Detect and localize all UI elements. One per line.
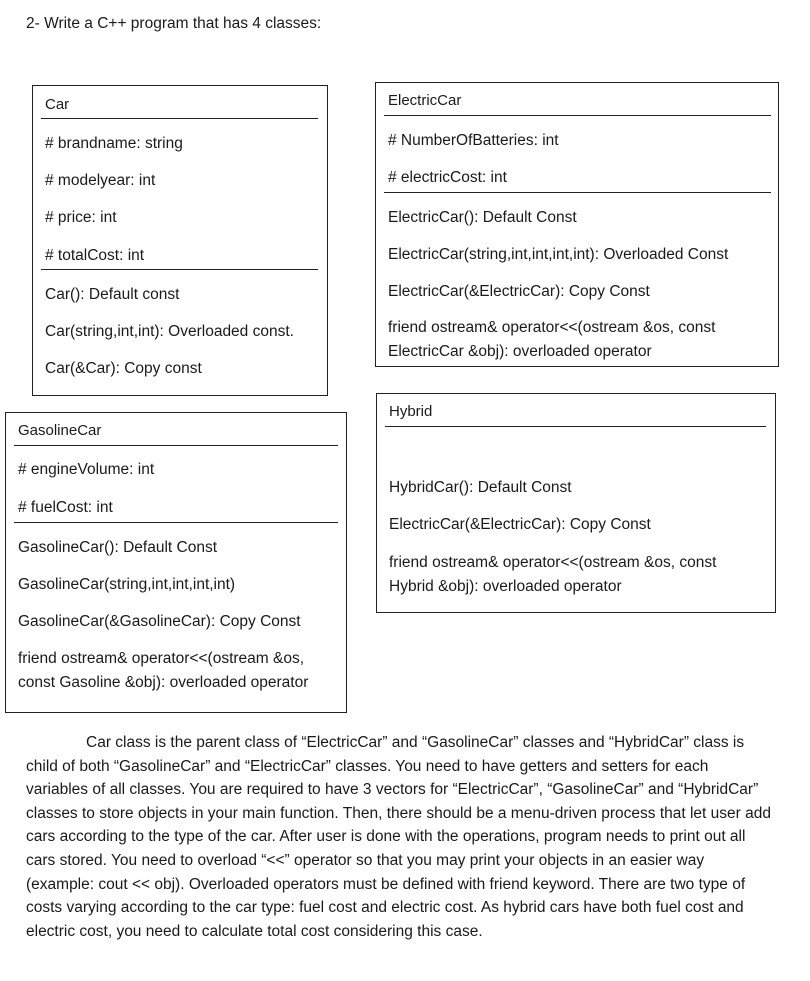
gasolinecar-title-divider	[14, 445, 338, 446]
car-attribute: # modelyear: int	[45, 172, 156, 189]
electriccar-attributes-divider	[384, 192, 771, 193]
gasolinecar-method: GasolineCar(): Default Const	[18, 539, 217, 556]
electriccar-method: friend ostream& operator<<(ostream &os, const ElectricCar &obj): overloaded operator	[388, 319, 716, 360]
gasolinecar-class-title: GasolineCar	[18, 422, 102, 439]
gasolinecar-attribute: # engineVolume: int	[18, 461, 155, 478]
electriccar-method: ElectricCar(&ElectricCar): Copy Const	[388, 283, 650, 300]
gasolinecar-attributes-divider	[14, 522, 338, 523]
hybrid-title-divider	[385, 426, 766, 427]
hybrid-method: HybridCar(): Default Const	[389, 479, 572, 496]
car-class-title: Car	[45, 96, 70, 113]
car-method: Car(): Default const	[45, 286, 180, 303]
gasolinecar-method: friend ostream& operator<<(ostream &os, const Gasoline &obj): overloaded operator	[18, 650, 309, 691]
electriccar-method: ElectricCar(string,int,int,int,int): Overloaded Const	[388, 246, 729, 263]
gasolinecar-method: GasolineCar(string,int,int,int,int)	[18, 576, 236, 593]
car-title-divider	[41, 118, 318, 119]
electriccar-method: ElectricCar(): Default Const	[388, 209, 577, 226]
hybrid-method: ElectricCar(&ElectricCar): Copy Const	[389, 516, 651, 533]
electriccar-title-divider	[384, 115, 771, 116]
gasolinecar-method: GasolineCar(&GasolineCar): Copy Const	[18, 613, 301, 630]
question-heading: 2- Write a C++ program that has 4 classes:	[26, 15, 322, 32]
hybrid-class-title: Hybrid	[389, 403, 433, 420]
car-class-box	[32, 85, 328, 396]
car-attribute: # brandname: string	[45, 135, 183, 152]
hybrid-method: friend ostream& operator<<(ostream &os, const Hybrid &obj): overloaded operator	[389, 554, 717, 595]
gasolinecar-attribute: # fuelCost: int	[18, 499, 113, 516]
hybrid-class-box	[376, 393, 776, 613]
car-attributes-divider	[41, 269, 318, 270]
gasolinecar-class-box	[5, 412, 347, 713]
electriccar-attribute: # NumberOfBatteries: int	[388, 132, 559, 149]
car-method: Car(&Car): Copy const	[45, 360, 202, 377]
car-method: Car(string,int,int): Overloaded const.	[45, 323, 294, 340]
assignment-description: Car class is the parent class of “ElectricCar” and “GasolineCar” classes and “HybridCar” class is child of both “GasolineCar” and “ElectricCar” classes. You need to have getters and setters for each variables of all classes. You are required to have 3 vectors for “ElectricCar”, “GasolineCar” and “HybridCar” classes to store objects in your main function. Then, there should be a menu-driven process that let user add cars according to the type of the car. After user is done with the operations, program needs to print out all cars stored. You need to overload “<<” operator so that you may print your objects in an easier way (example: cout << obj). Overloaded operators must be defined with friend keyword. There are two type of costs varying according to the car type: fuel cost and electric cost. As hybrid cars have both fuel cost and electric cost, you need to calculate total cost considering this case.	[26, 734, 771, 940]
car-attribute: # totalCost: int	[45, 247, 145, 264]
car-attribute: # price: int	[45, 209, 117, 226]
electriccar-class-title: ElectricCar	[388, 92, 462, 109]
electriccar-attribute: # electricCost: int	[388, 169, 507, 186]
electriccar-class-box	[375, 82, 779, 367]
